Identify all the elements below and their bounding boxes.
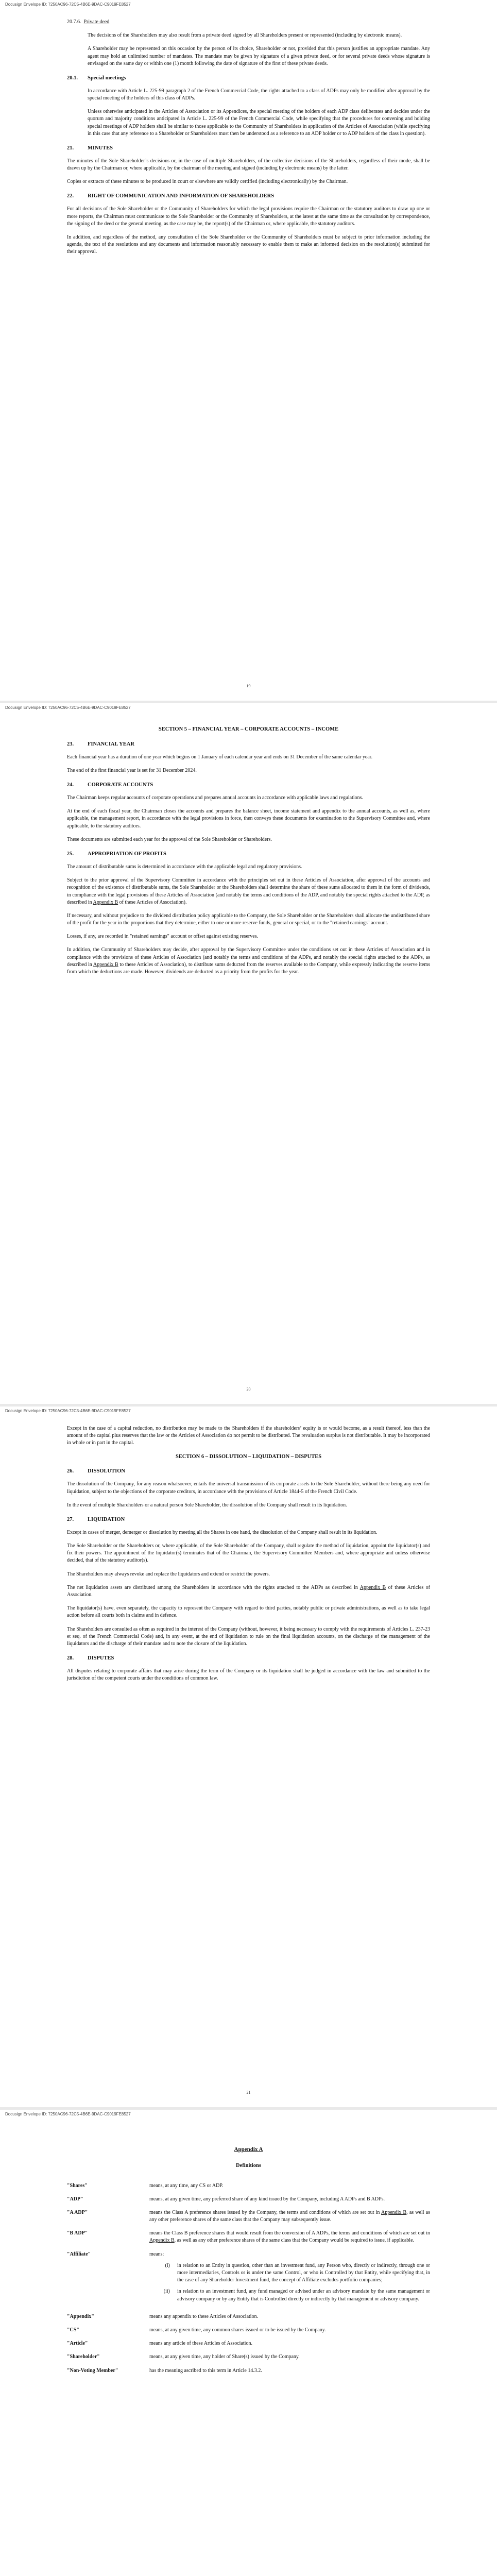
section-heading: 26. DISSOLUTION <box>67 1468 125 1475</box>
paragraph: The Sole Shareholder or the Shareholders or, where applicable, of the Sole Shareholder of the Company, shall regulate the method of liquidation, appoint the liquidator(s) and fix their powers. The appointment of the liquidator(s) terminates that of the Chairman, the Supervisory Committee Members and, where appropriate and unless otherwise decided, that of the statutory auditor(s). <box>67 1543 430 1564</box>
definition-text: means, at any given time, any preferred share of any kind issued by the Company, including A ADPs and B ADPs. <box>149 2196 385 2202</box>
definition-text: means, at any given time, any common shares issued or to be issued by the Company. <box>149 2327 326 2333</box>
envelope-id: Docusign Envelope ID: 7250AC96-72C5-4B6E-9DAC-C9019FE8527 <box>5 705 131 710</box>
definition-text: means, at any given time, any holder of Share(s) issued by the Company. <box>149 2354 300 2360</box>
definition-row <box>67 2367 430 2375</box>
sub-item-label: (ii) <box>163 2289 170 2295</box>
page-number: 21 <box>246 2090 251 2095</box>
definition-term: "Non-Voting Member" <box>67 2367 118 2374</box>
paragraph: Subject to the prior approval of the Supervisory Committee in accordance with the principles set out in these Articles of Association, after approval of the accounts and recognition of the existence of distributable sums, the Sole Shareholder or the Shareholders shall determine the share of these sums allocated to them in the form of dividends, in compliance with the legal provisions of these Articles of Association (and notably the terms and conditions of the ADP, and notably the special rights attached to the ADP, as described in Appendix B of these Articles of Association). <box>67 877 430 905</box>
definition-row <box>67 2327 430 2334</box>
section-heading: 24. CORPORATE ACCOUNTS <box>67 782 153 788</box>
definition-term: "Affiliate" <box>67 2251 91 2257</box>
paragraph: Unless otherwise anticipated in the Articles of Association or its Appendices, the special meeting of the holders of each ADP class deliberates and decides under the quorum and majority conditions anticipated in Article L. 225-99 of the French Commercial Code, while specifying that the procedures for convening and holding special meetings of ADP holders shall be similar to those applicable to the Community of Shareholders in application of the Articles of Association (while specifying in this case that any reference to a Shareholder or Shareholders must then be understood as a reference to an ADP holder or to ADP holders of the class in question). <box>88 109 430 137</box>
section-heading: 20.1. Special meetings <box>67 75 126 81</box>
paragraph: All disputes relating to corporate affairs that may arise during the term of the Company or its liquidation shall be judged in accordance with the law and submitted to the jurisdiction of the competent courts under the conditions of common law. <box>67 1668 430 1682</box>
appendix-b-reference: Appendix B <box>381 2209 407 2215</box>
section-heading: 23. FINANCIAL YEAR <box>67 741 134 747</box>
paragraph: The amount of distributable sums is determined in accordance with the applicable legal and regulatory provisions. <box>67 863 302 870</box>
definition-row <box>67 2313 430 2320</box>
paragraph: In addition, the Community of Shareholders may decide, after approval by the Supervisory Committee under the conditions set out in these Articles of Association and in compliance with the provisions of these Articles of Association (and notably the terms and conditions of the ADPs, and notably the special rights attached to the ADPs, as described in Appendix B to these Articles of Association), to distribute sums deducted from the reserves available to the Company, while expressly indicating the reserve items from which the deductions are made. However, dividends are deducted as a priority from the profits for the year. <box>67 947 431 975</box>
paragraph: A Shareholder may be represented on this occasion by the person of its choice, Shareholder or not, provided that this person justifies an appropriate mandate. Any agent may hold an unlimited number of mandates. The mandate may be given by signature of a given private deed, or for several private deeds whose signature is envisaged on the same day or within one (1) month following the date of signature of the first of these private deeds. <box>88 46 430 66</box>
section-heading: 21. MINUTES <box>67 145 113 151</box>
definition-term: "CS" <box>67 2327 79 2333</box>
definition-text: means: <box>149 2251 164 2257</box>
appendix-b-reference: Appendix B <box>149 2238 175 2244</box>
sub-item-text: in relation to an Entity in question, other than an investment fund, any Person who, directly or indirectly, through one or more intermediaries, Controls or is under the same Control, or who is Controlled by that Entity, while specifying that, in the case of any Shareholder Investment fund, the concept of Affiliate excludes portfolio companies; <box>177 2262 430 2283</box>
paragraph: The Shareholders may always revoke and replace the liquidators and extend or restrict the powers. <box>67 1571 270 1577</box>
definition-term: "Shares" <box>67 2182 88 2189</box>
affiliate-sub-item <box>149 2262 430 2284</box>
appendix-b-reference: Appendix B <box>93 899 118 905</box>
document-page-19 <box>0 0 497 701</box>
definition-row <box>67 2230 430 2244</box>
appendix-b-reference: Appendix B <box>359 1584 386 1590</box>
paragraph: These documents are submitted each year for the approval of the Sole Shareholder or Shareholders. <box>67 836 272 842</box>
affiliate-sub-item <box>149 2288 430 2302</box>
section-heading: 27. LIQUIDATION <box>67 1516 125 1522</box>
section-title: SECTION 5 – FINANCIAL YEAR – CORPORATE ACCOUNTS – INCOME <box>158 726 339 732</box>
paragraph: The decisions of the Shareholders may also result from a private deed signed by all Shareholders present or represented (including by electronic means). <box>88 32 402 39</box>
document-page-22 <box>0 2110 497 2576</box>
sub-item-text: in relation to an investment fund, any fund managed or advised under an advisory mandate by the same management or advisory company or by any Entity that is Controlled directly or indirectly by that management or advisory company. <box>177 2289 430 2302</box>
section-heading: 25. APPROPRIATION OF PROFITS <box>67 851 166 857</box>
document-page-21 <box>0 1406 497 2107</box>
definition-text: means any appendix to these Articles of Association. <box>149 2313 259 2319</box>
definition-term: "ADP" <box>67 2196 83 2202</box>
paragraph: Copies or extracts of these minutes to be produced in court or elsewhere are validly certified (including electronically) by the Chairman. <box>67 179 348 185</box>
definition-text: has the meaning ascribed to this term in Article 14.3.2. <box>149 2367 262 2374</box>
page-number: 19 <box>246 684 251 688</box>
document-page-20 <box>0 703 497 1404</box>
definition-text: means the Class A preference shares issued by the Company, the terms and conditions of which are set out in Appendix B, as well as any other preference shares of the same class that the Company may subsequently issue. <box>149 2209 430 2223</box>
definitions-title: Definitions <box>235 2162 261 2168</box>
definition-term: "B ADP" <box>67 2230 88 2236</box>
paragraph: Losses, if any, are recorded in "retained earnings" account or offset against existing reserves. <box>67 934 259 940</box>
sub-item-label: (i) <box>165 2262 170 2268</box>
section-title: SECTION 6 – DISSOLUTION – LIQUIDATION – DISPUTES <box>175 1453 322 1460</box>
paragraph: For all decisions of the Sole Shareholder or the Community of Shareholders for which the legal provisions require the Chairman or the statutory auditors to draw up one or more reports, the Chairman must communicate to the Sole Shareholder or the Community of Shareholders, at the latest at the same time as the consultation by correspondence, the signing of the deed or the general meeting, as the case may be, the report(s) of the Chairman or, where applicable, the statutory auditors. <box>67 206 430 227</box>
paragraph: If necessary, and without prejudice to the dividend distribution policy applicable to the Company, the Sole Shareholder or the Shareholders shall allocate the undistributed share of the profit for the year in the proportions that they determine, either to one or more reserve funds, general or special, or to the "retained earnings" account. <box>67 912 430 926</box>
paragraph: The dissolution of the Company, for any reason whatsoever, entails the universal transmission of its corporate assets to the Sole Shareholder, without there being any need for liquidation, subject to the objections of the corporate creditors, in accordance with the provisions of Article 1844-5 of the French Civil Code. <box>67 1481 430 1495</box>
item-label: 20.7.6. <box>67 19 81 25</box>
definition-row <box>67 2182 430 2190</box>
item-title: Private deed <box>83 19 110 25</box>
definition-row <box>67 2196 430 2203</box>
paragraph: The Chairman keeps regular accounts of corporate operations and prepares annual accounts in accordance with applicable laws and regulations. <box>67 795 364 801</box>
envelope-id: Docusign Envelope ID: 7250AC96-72C5-4B6E-9DAC-C9019FE8527 <box>5 1409 131 1413</box>
definition-row <box>67 2353 430 2361</box>
paragraph: Each financial year has a duration of one year which begins on 1 January of each calendar year and ends on 31 December of the same calendar year. <box>67 754 373 760</box>
appendix-title: Appendix A <box>234 2146 263 2153</box>
paragraph: In accordance with Article L. 225-99 paragraph 2 of the French Commercial Code, the rights attached to a class of ADPs may only be modified after approval by the special meeting of the holders of this class of ADPs. <box>88 88 430 101</box>
paragraph: The minutes of the Sole Shareholder’s decisions or, in the case of multiple Shareholders, of the collective decisions of the Shareholders, regardless of their mode, shall be drawn up by the Chairman or, where applicable, by the chairman of the meeting and signed (including by electronic means) by the latter. <box>67 158 430 172</box>
appendix-b-reference: Appendix B <box>93 961 118 968</box>
paragraph: The end of the first financial year is set for 31 December 2024. <box>67 768 197 773</box>
definition-term: "Article" <box>67 2341 88 2347</box>
paragraph: Except in cases of merger, demerger or dissolution by meeting all the Shares in one hand, the dissolution of the Company shall result in its liquidation. <box>67 1529 378 1535</box>
paragraph: In the event of multiple Shareholders or a natural person Sole Shareholder, the dissolution of the Company shall result in its liquidation. <box>67 1502 347 1508</box>
definition-row <box>67 2209 430 2224</box>
paragraph: Except in the case of a capital reduction, no distribution may be made to the Shareholders if the shareholders’ equity is or would become, as a result thereof, less than the amount of the capital plus reserves that the law or the Articles of Association do not permit to be distributed. The revaluation surplus is not distributable. It may be incorporated in whole or in part in the capital. <box>67 1426 430 1446</box>
definition-term: "Shareholder" <box>67 2354 100 2360</box>
definition-row <box>67 2340 430 2347</box>
section-heading: 28. DISPUTES <box>67 1655 114 1662</box>
definition-row <box>67 2251 430 2307</box>
envelope-id: Docusign Envelope ID: 7250AC96-72C5-4B6E-9DAC-C9019FE8527 <box>5 2112 131 2116</box>
paragraph: The liquidator(s) have, even separately, the capacity to represent the Company with regard to third parties, notably public or private administrations, as well as to take legal action before all courts both in claims and in defence. <box>67 1605 430 1619</box>
definition-term: "A ADP" <box>67 2209 88 2215</box>
paragraph: At the end of each fiscal year, the Chairman closes the accounts and prepares the balance sheet, income statement and appendix to the annual accounts, as well as, where applicable, the management report, in accordance with the legal provisions in force, then conveys these documents for examination to the Supervisory Committee and, where applicable, to the statutory auditors. <box>67 808 430 829</box>
definition-text: means the Class B preference shares that would result from the conversion of A ADPs, the terms and conditions of which are set out in Appendix B, as well as any other preference shares of the same class that the Company would be required to issue, if applicable. <box>149 2230 430 2244</box>
paragraph: The Shareholders are consulted as often as required in the interest of the Company (without, however, it being necessary to comply with the requirements of Articles L. 237-23 et seq. of the French Commercial Code) and, in any event, at the end of liquidation to rule on the final liquidation accounts, on the discharge of the management of the liquidators and the discharge of their mandate and to note the closure of the liquidation. <box>67 1626 430 1647</box>
section-heading: 22. RIGHT OF COMMUNICATION AND INFORMATION OF SHAREHOLDERS <box>67 193 275 199</box>
page-number: 20 <box>246 1387 251 1392</box>
definition-text: means any article of these Articles of Association. <box>149 2341 252 2347</box>
paragraph: The net liquidation assets are distributed among the Shareholders in accordance with the rights attached to the ADPs as described in Appendix B of these Articles of Association. <box>67 1584 431 1598</box>
paragraph: In addition, and regardless of the method, any consultation of the Sole Shareholder or the Community of Shareholders must be subject to prior information including the agenda, the text of the resolutions and any documents and information reasonably necessary to enable them to make an informed decision on the resolution(s) submitted for their approval. <box>67 234 430 255</box>
definition-term: "Appendix" <box>67 2313 94 2319</box>
definition-text: means, at any time, any CS or ADP. <box>149 2182 224 2189</box>
envelope-id: Docusign Envelope ID: 7250AC96-72C5-4B6E-9DAC-C9019FE8527 <box>5 2 131 7</box>
